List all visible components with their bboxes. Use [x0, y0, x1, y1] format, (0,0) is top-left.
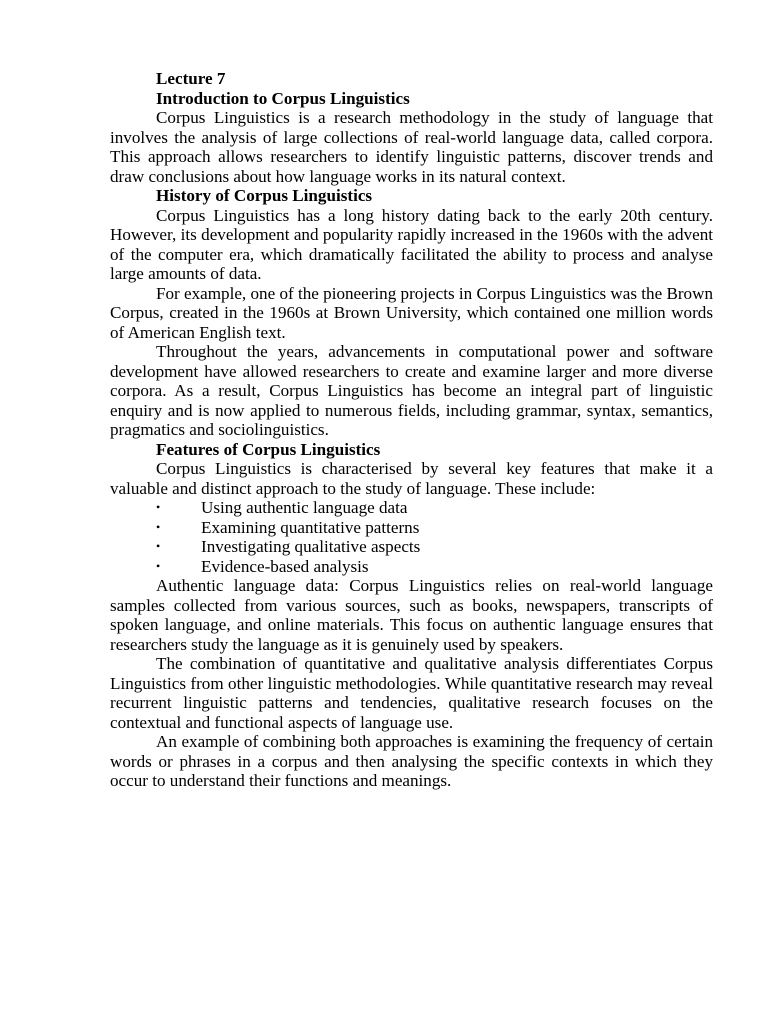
- advancements-paragraph: Throughout the years, advancements in computational power and software development have allowed researchers to create and examine larger and more diverse corpora. As a result, Corpus Linguistics has become an integral part of linguistic enquiry and is now applied to numerous fields, including grammar, syntax, semantics, pragmatics and sociolinguistics.: [110, 342, 713, 439]
- bullet-icon: •: [156, 500, 161, 514]
- list-item: [110, 537, 713, 557]
- list-item: [110, 518, 713, 538]
- history-paragraph: Corpus Linguistics has a long history dating back to the early 20th century. However, its development and popularity rapidly increased in the 1960s with the advent of the computer era, which dramatically facilitated the ability to process and analyse large amounts of data.: [110, 205, 713, 283]
- bullet-icon: •: [156, 519, 161, 534]
- features-heading: Features of Corpus Linguistics: [156, 439, 381, 459]
- lecture-label: Lecture 7: [156, 69, 226, 88]
- features-list: [110, 498, 713, 576]
- list-item-text: Evidence-based analysis: [201, 556, 369, 576]
- list-item-text: Examining quantitative patterns: [201, 517, 420, 537]
- list-item: [110, 557, 713, 577]
- features-intro-paragraph: Corpus Linguistics is characterised by several key features that make it a valuable and distinct approach to the study of language. These include:: [110, 459, 713, 498]
- document-title: Introduction to Corpus Linguistics: [156, 88, 410, 108]
- bullet-icon: •: [156, 539, 161, 553]
- list-item-text: Using authentic language data: [201, 498, 408, 517]
- brown-corpus-paragraph: For example, one of the pioneering projects in Corpus Linguistics was the Brown Corpus, created in the 1960s at Brown University, which contained one million words of American English text.: [110, 283, 713, 342]
- document-page: [110, 69, 713, 791]
- list-item: [110, 498, 713, 518]
- authentic-data-paragraph: Authentic language data: Corpus Linguistics relies on real-world language samples collected from various sources, such as books, newspapers, transcripts of spoken language, and online materials. This focus on authentic language ensures that researchers study the language as it is genuinely used by speakers.: [110, 576, 713, 654]
- intro-paragraph: Corpus Linguistics is a research methodology in the study of language that involves the analysis of large collections of real-world language data, called corpora. This approach allows researchers to identify linguistic patterns, discover trends and draw conclusions about how language works in its natural context.: [110, 108, 713, 186]
- combination-paragraph: The combination of quantitative and qualitative analysis differentiates Corpus Linguistics from other linguistic methodologies. While quantitative research may reveal recurrent linguistic patterns and tendencies, qualitative research focuses on the contextual and functional aspects of language use.: [110, 654, 713, 732]
- bullet-icon: •: [156, 558, 161, 573]
- example-paragraph: An example of combining both approaches is examining the frequency of certain words or phrases in a corpus and then analysing the specific contexts in which they occur to understand their functions and meanings.: [110, 732, 713, 790]
- list-item-text: Investigating qualitative aspects: [201, 537, 421, 556]
- history-heading: History of Corpus Linguistics: [156, 186, 373, 205]
